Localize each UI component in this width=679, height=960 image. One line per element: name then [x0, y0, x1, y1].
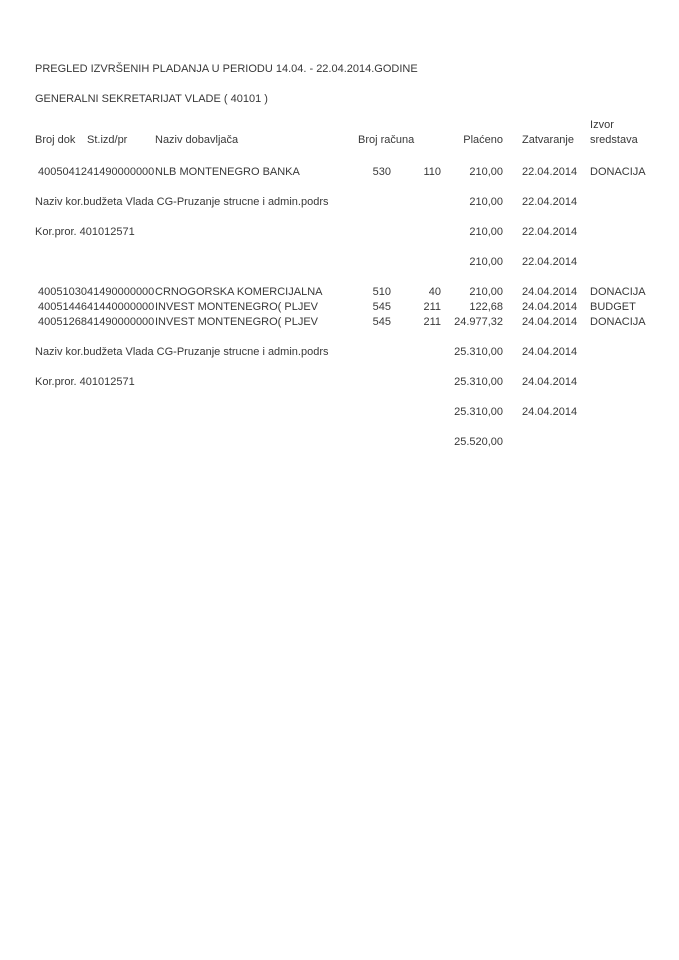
- cell-empty: [580, 360, 668, 390]
- table-row-payment: [35, 270, 668, 300]
- cell-zatvaranje: 24.04.2014: [522, 316, 578, 328]
- table-row-payment: [35, 300, 668, 315]
- payments-table: [35, 118, 668, 450]
- cell-placeno: 210,00: [469, 226, 504, 238]
- cell-placeno: 24.977,32: [454, 316, 504, 328]
- cell-placeno: 122,68: [469, 301, 504, 313]
- cell-naziv-dobavljaca: INVEST MONTENEGRO( PLJEV: [155, 316, 318, 328]
- table-row-payment: [35, 315, 668, 330]
- cell-placeno: 210,00: [469, 166, 504, 178]
- cell-st-izd-pr: 41490000000: [87, 166, 155, 178]
- cell-zatvaranje: 24.04.2014: [522, 301, 578, 313]
- cell-placeno: 25.310,00: [454, 406, 504, 418]
- table-row-subtotal: [35, 390, 668, 420]
- table-row-grand-total: [35, 420, 668, 450]
- cell-empty: [580, 330, 668, 360]
- col-header-izvor-line2: sredstava: [590, 134, 638, 146]
- cell-st-izd-pr: 41490000000: [87, 286, 155, 298]
- cell-izvor: DONACIJA: [590, 316, 646, 328]
- cell-broj-dok: 40051030: [38, 286, 87, 298]
- org-line: GENERALNI SEKRETARIJAT VLADE ( 40101 ): [35, 93, 268, 105]
- cell-naziv-dobavljaca: NLB MONTENEGRO BANKA: [155, 166, 300, 178]
- cell-st-izd-pr: 41490000000: [87, 316, 155, 328]
- cell-empty: [35, 420, 441, 450]
- table-row-budget-user: [35, 180, 668, 210]
- col-header-naziv-dobavljaca: Naziv dobavljača: [155, 134, 239, 146]
- cell-zatvaranje: 24.04.2014: [522, 376, 578, 388]
- cell-zatvaranje: 22.04.2014: [522, 196, 578, 208]
- cell-placeno: 210,00: [469, 286, 504, 298]
- table-row-budget-user: [35, 330, 668, 360]
- cell-izvor: DONACIJA: [590, 286, 646, 298]
- cell-naziv-dobavljaca: INVEST MONTENEGRO( PLJEV: [155, 301, 318, 313]
- cell-zatvaranje: 24.04.2014: [522, 286, 578, 298]
- col-header-izvor-line1: Izvor: [590, 119, 614, 131]
- cell-podracun: 211: [423, 301, 442, 313]
- col-header-izvor-sredstava: [580, 118, 668, 165]
- cell-izvor: DONACIJA: [590, 166, 646, 178]
- cell-izvor: BUDGET: [590, 301, 636, 313]
- cell-placeno-total: 25.520,00: [454, 436, 504, 448]
- col-header-broj-dok: Broj dok: [35, 134, 76, 146]
- cell-empty: [580, 210, 668, 240]
- col-header-st-izd-pr: St.izd/pr: [87, 134, 128, 146]
- cell-broj-dok: 40051268: [38, 316, 87, 328]
- cell-zatvaranje: 24.04.2014: [522, 346, 578, 358]
- cell-placeno: 210,00: [469, 196, 504, 208]
- report-title: PREGLED IZVRŠENIH PLADANJA U PERIODU 14.04. - 22.04.2014.GODINE: [35, 63, 418, 75]
- table-row-kor-pror: [35, 360, 668, 390]
- table-row-payment: [35, 165, 668, 180]
- cell-placeno: 25.310,00: [454, 346, 504, 358]
- cell-podracun: 40: [428, 286, 442, 298]
- cell-podracun: 110: [423, 166, 442, 178]
- cell-broj-racuna: 545: [372, 301, 391, 313]
- col-header-placeno: Plaćeno: [463, 134, 504, 146]
- cell-kor-pror-label: Kor.pror. 401012571: [35, 376, 135, 388]
- cell-empty: [580, 420, 668, 450]
- cell-broj-racuna: 530: [372, 166, 391, 178]
- cell-kor-pror-label: Kor.pror. 401012571: [35, 226, 135, 238]
- cell-empty: [35, 240, 441, 270]
- cell-empty: [580, 240, 668, 270]
- cell-podracun: 211: [423, 316, 442, 328]
- cell-placeno: 210,00: [469, 256, 504, 268]
- cell-zatvaranje: 22.04.2014: [522, 226, 578, 238]
- cell-st-izd-pr: 41440000000: [87, 301, 155, 313]
- cell-broj-racuna: 545: [372, 316, 391, 328]
- cell-broj-dok: 40051446: [38, 301, 87, 313]
- table-header-row: [35, 118, 668, 165]
- cell-broj-dok: 40050412: [38, 166, 87, 178]
- cell-naziv-dobavljaca: CRNOGORSKA KOMERCIJALNA: [155, 286, 323, 298]
- cell-zatvaranje: 24.04.2014: [522, 406, 578, 418]
- col-header-broj-racuna: Broj računa: [358, 134, 415, 146]
- document-page: [0, 0, 679, 450]
- table-row-kor-pror: [35, 210, 668, 240]
- cell-empty: [580, 390, 668, 420]
- cell-broj-racuna: 510: [372, 286, 391, 298]
- cell-placeno: 25.310,00: [454, 376, 504, 388]
- cell-zatvaranje: 22.04.2014: [522, 166, 578, 178]
- cell-budget-user-label: Naziv kor.budžeta Vlada CG-Pruzanje strucne i admin.podrs: [35, 196, 329, 208]
- col-header-zatvaranje: Zatvaranje: [522, 134, 574, 146]
- table-row-subtotal: [35, 240, 668, 270]
- cell-empty: [580, 180, 668, 210]
- cell-empty: [503, 420, 580, 450]
- cell-empty: [35, 390, 441, 420]
- cell-budget-user-label: Naziv kor.budžeta Vlada CG-Pruzanje strucne i admin.podrs: [35, 346, 329, 358]
- cell-zatvaranje: 22.04.2014: [522, 256, 578, 268]
